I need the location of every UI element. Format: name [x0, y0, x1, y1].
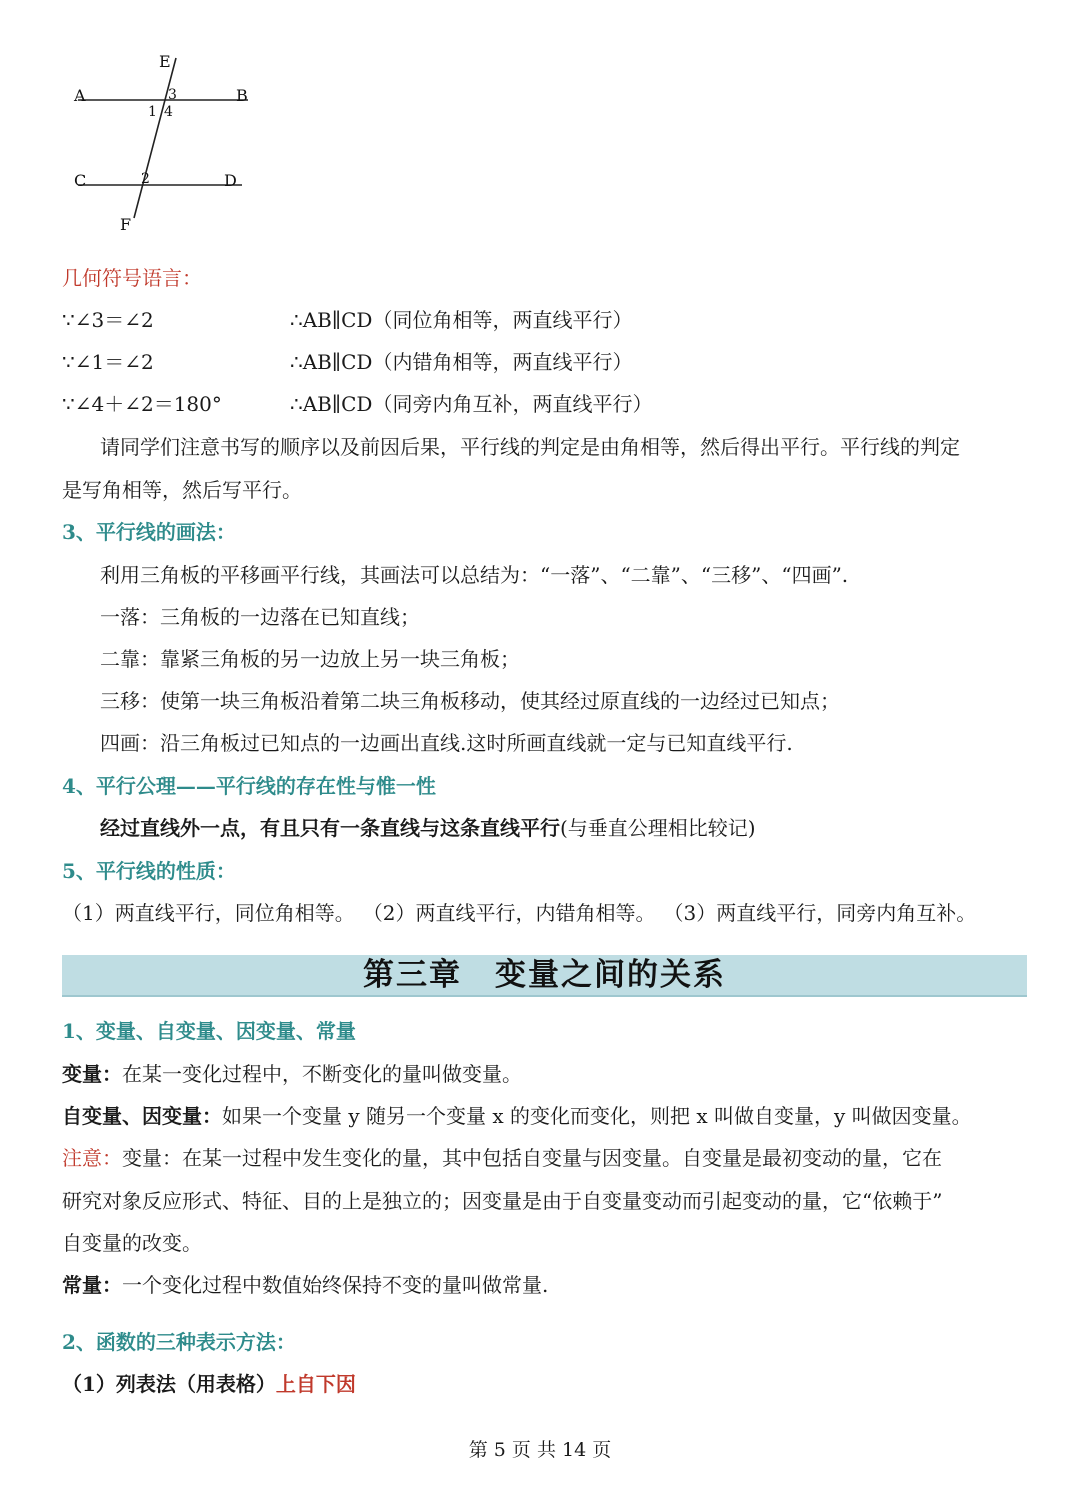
- section-3-step: 三移：使第一块三角板沿着第二块三角板移动，使其经过原直线的一边经过已知点；: [100, 689, 840, 713]
- constant-text: 一个变化过程中数值始终保持不变的量叫做常量.: [122, 1273, 549, 1297]
- chapter-title: 第三章 变量之间的关系: [363, 957, 726, 993]
- chapter-title-bar: [62, 955, 1027, 997]
- note-line: 研究对象反应形式、特征、目的上是独立的；因变量是由于自变量变动而引起变动的量，它“依赖于”: [62, 1189, 943, 1213]
- representation-item: [62, 1370, 356, 1398]
- symbol-row: [62, 348, 632, 376]
- symbol-row-result: ∴AB∥CD（内错角相等，两直线平行）: [290, 350, 633, 374]
- label-angle-1: 1: [148, 104, 157, 120]
- label-a: A: [74, 86, 86, 105]
- transversal-ef: [134, 58, 176, 218]
- table-method-label: （1）列表法（用表格）: [62, 1372, 276, 1396]
- symbol-row-given: ∵∠4＋∠2＝180°: [62, 392, 222, 416]
- section-3-step: 二靠：靠紧三角板的另一边放上另一块三角板；: [100, 647, 520, 671]
- section-3-title: 3、平行线的画法：: [62, 520, 236, 544]
- symbol-row: [62, 306, 632, 334]
- property-item: （1）两直线平行，同位角相等。: [62, 901, 355, 925]
- constant-definition: [62, 1271, 548, 1299]
- section-5-items: [62, 899, 976, 927]
- symbol-language-heading: 几何符号语言：: [62, 266, 202, 290]
- section-3-step: 一落：三角板的一边落在已知直线；: [100, 605, 420, 629]
- chapter3-section-2-title: 2、函数的三种表示方法：: [62, 1330, 296, 1354]
- independent-dependent-label: 自变量、因变量：: [62, 1104, 222, 1128]
- symbol-row: [62, 390, 652, 418]
- label-angle-4: 4: [164, 104, 173, 120]
- section-4-title: 4、平行公理——平行线的存在性与惟一性: [62, 774, 436, 798]
- parallel-axiom-text: 经过直线外一点，有且只有一条直线与这条直线平行: [100, 816, 560, 840]
- note-text: 变量：在某一过程中发生变化的量，其中包括自变量与因变量。自变量是最初变动的量，它在: [122, 1146, 942, 1170]
- constant-label: 常量：: [62, 1273, 122, 1297]
- note-paragraph-line: 请同学们注意书写的顺序以及前因后果，平行线的判定是由角相等，然后得出平行。平行线的判定: [100, 435, 960, 459]
- independent-dependent-text: 如果一个变量 y 随另一个变量 x 的变化而变化，则把 x 叫做自变量，y 叫做因变量。: [222, 1104, 972, 1128]
- independent-dependent-definition: [62, 1102, 972, 1130]
- label-c: C: [74, 171, 87, 190]
- label-angle-3: 3: [168, 87, 177, 103]
- chapter3-section-1-title: 1、变量、自变量、因变量、常量: [62, 1019, 356, 1043]
- symbol-row-result: ∴AB∥CD（同位角相等，两直线平行）: [290, 308, 633, 332]
- symbol-row-result: ∴AB∥CD（同旁内角互补，两直线平行）: [290, 392, 653, 416]
- section-3-intro: 利用三角板的平移画平行线，其画法可以总结为：“一落”、“二靠”、“三移”、“四画”.: [100, 563, 849, 587]
- note-line: 自变量的改变。: [62, 1231, 202, 1255]
- section-5-title: 5、平行线的性质：: [62, 859, 236, 883]
- variable-definition: [62, 1060, 522, 1088]
- section-3-step: 四画：沿三角板过已知点的一边画出直线.这时所画直线就一定与已知直线平行.: [100, 731, 793, 755]
- note-paragraph-line: 是写角相等，然后写平行。: [62, 478, 302, 502]
- variable-text: 在某一变化过程中，不断变化的量叫做变量。: [122, 1062, 522, 1086]
- parallel-lines-diagram: [60, 48, 270, 240]
- note-label: 注意：: [62, 1146, 122, 1170]
- label-d: D: [224, 171, 237, 190]
- parallel-axiom: [100, 814, 756, 842]
- label-e: E: [159, 52, 171, 71]
- label-f: F: [120, 215, 132, 234]
- page-footer: 第 5 页 共 14 页: [468, 1439, 612, 1461]
- parallel-axiom-note: (与垂直公理相比较记): [560, 816, 756, 840]
- symbol-row-given: ∵∠1＝∠2: [62, 350, 154, 374]
- table-method-mnemonic: 上自下因: [275, 1372, 356, 1396]
- variable-label: 变量：: [62, 1062, 122, 1086]
- property-item: （2）两直线平行，内错角相等。: [362, 901, 656, 925]
- label-b: B: [236, 86, 248, 105]
- note-line: [62, 1144, 942, 1172]
- property-item: （3）两直线平行，同旁内角互补。: [663, 901, 977, 925]
- label-angle-2: 2: [141, 171, 150, 187]
- symbol-row-given: ∵∠3＝∠2: [62, 308, 154, 332]
